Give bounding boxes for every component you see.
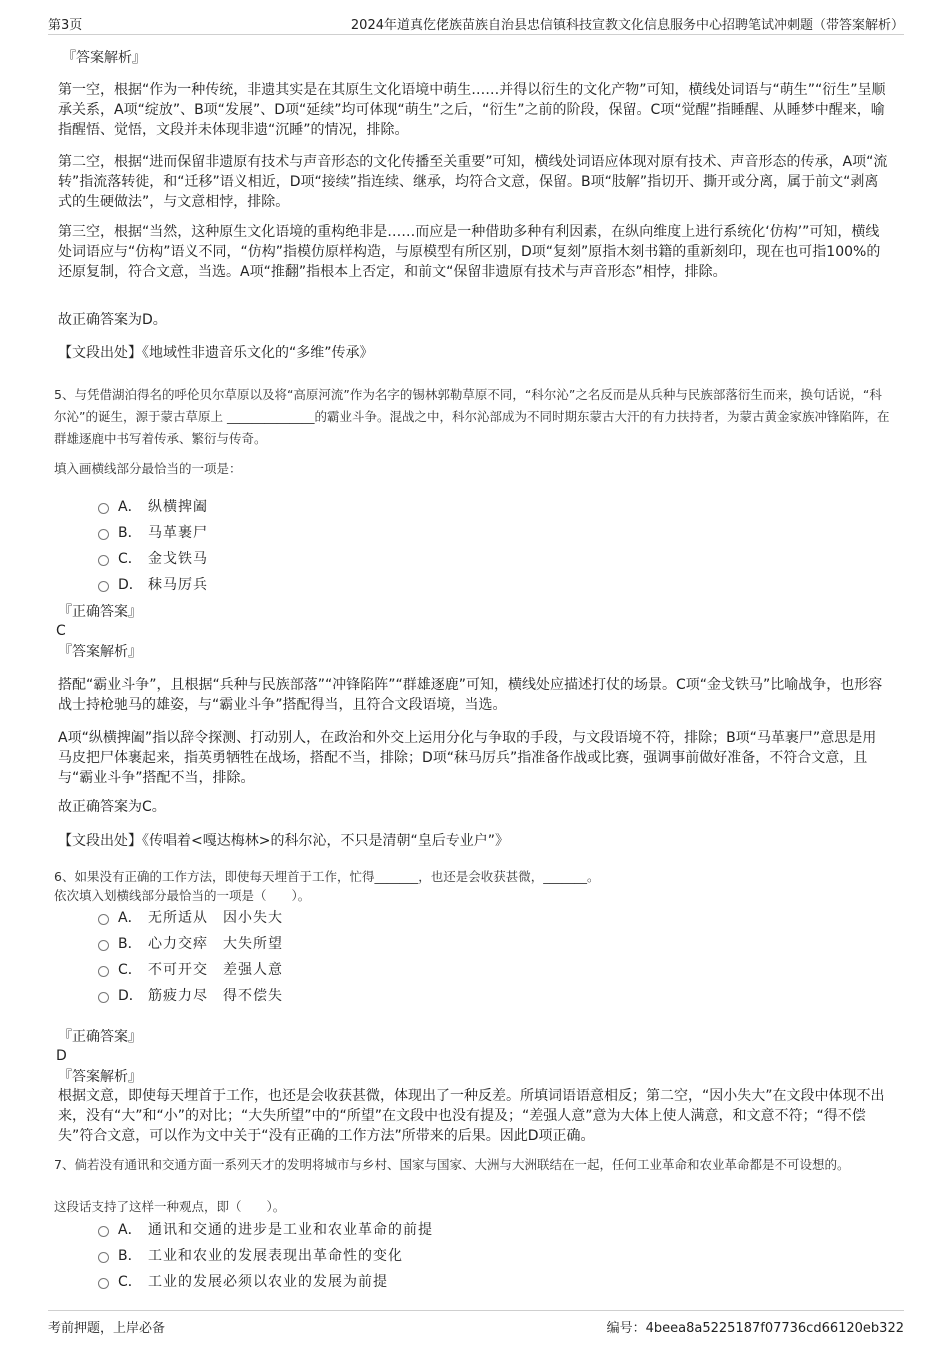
page-header — [48, 10, 904, 35]
q6-option-b[interactable]: B． 心力交瘁 大失所望 — [98, 932, 283, 954]
q4-analysis-p3: 第三空，根据“当然，这种原生文化语境的重构绝非是……而应是一种借助多种有利因素，在纵向维度上进行系统化‘仿构’”可知，横线处词语应与“仿构”语义不同，“仿构”指模仿原样构造，与原模型有所区别，D项“复刻”原指木刻书籍的重新刻印，现在也可指100%的还原复制，符合文意，当选。A项“推翻”指根本上否定，和前文“保留非遗原有技术与声音形态”相悖，排除。 — [58, 224, 881, 280]
q5-option-c[interactable]: C． 金戈铁马 — [98, 547, 208, 569]
radio-icon[interactable] — [98, 529, 109, 540]
q7-option-c[interactable]: C． 工业的发展必须以农业的发展为前提 — [98, 1270, 388, 1292]
footer-serial: 编号：4beea8a5225187f07736cd66120eb322 — [606, 1321, 904, 1336]
footer-slogan: 考前押题，上岸必备 — [48, 1321, 166, 1336]
page-footer — [48, 1310, 904, 1337]
radio-icon[interactable] — [98, 940, 109, 951]
q6-option-a[interactable]: A． 无所适从 因小失大 — [98, 906, 283, 928]
q6-stem: 6、如果没有正确的工作方法，即使每天埋首于工作，忙得_______，也还是会收获甚微，_______。 — [54, 869, 600, 884]
q5-stem: 5、与凭借湖泊得名的呼伦贝尔草原以及将“高原河流”作为名字的锡林郭勒草原不同，“科尔沁”之名反而是从兵种与民族部落衍生而来，换句话说，“科尔沁”的诞生，源于蒙古草原上 ______________的霸业斗争。混战之中，科尔沁部成为不同时期东蒙古大汗的有力扶持者，为蒙古黄金家族冲锋陷阵，在群雄逐鹿中书写着传承、繁衍与传奇。 — [54, 387, 890, 446]
q5-option-b[interactable]: B． 马革裹尸 — [98, 521, 208, 543]
radio-icon[interactable] — [98, 1278, 109, 1289]
q7-prompt: 这段话支持了这样一种观点，即（ ）。 — [54, 1199, 286, 1214]
q7-stem: 7、倘若没有通讯和交通方面一系列天才的发明将城市与乡村、国家与国家、大洲与大洲联结在一起，任何工业革命和农业革命都是不可设想的。 — [54, 1157, 850, 1172]
radio-icon[interactable] — [98, 581, 109, 592]
radio-icon[interactable] — [98, 1252, 109, 1263]
q7-option-a[interactable]: A． 通讯和交通的进步是工业和农业革命的前提 — [98, 1218, 433, 1240]
radio-icon[interactable] — [98, 914, 109, 925]
radio-icon[interactable] — [98, 503, 109, 514]
q4-analysis-p2: 第二空，根据“进而保留非遗原有技术与声音形态的文化传播至关重要”可知，横线处词语应体现对原有技术、声音形态的传承，A项“流转”指流落转徙，和“迁移”语义相近，D项“接续”指连续、继承，均符合文意，保留。B项“肢解”指切开、撕开或分离，属于前文“剥离式的生硬做法”，与文意相悖，排除。 — [58, 154, 888, 210]
q6-correct-title: 『正确答案』 — [58, 1029, 142, 1045]
q4-analysis-p1: 第一空，根据“作为一种传统，非遗其实是在其原生文化语境中萌生……并得以衍生的文化产物”可知，横线处词语与“萌生”“衍生”呈顺承关系，A项“绽放”、B项“发展”、D项“延续”均可体现“萌生”之后，“衍生”之前的阶段，保留。C项“觉醒”指睡醒、从睡梦中醒来，喻指醒悟、觉悟，文段并未体现非遗“沉睡”的情况，排除。 — [58, 82, 886, 138]
radio-icon[interactable] — [98, 966, 109, 977]
q6-option-c[interactable]: C． 不可开交 差强人意 — [98, 958, 283, 980]
q5-source: 【文段出处】《传唱着<嘎达梅林>的科尔沁，不只是清朝“皇后专业户”》 — [58, 833, 509, 849]
q5-option-d[interactable]: D． 秣马厉兵 — [98, 573, 208, 595]
page-number: 第3页 — [48, 18, 83, 33]
radio-icon[interactable] — [98, 1226, 109, 1237]
q5-analysis-p1: 搭配“霸业斗争”，且根据“兵种与民族部落”“冲锋陷阵”“群雄逐鹿”可知，横线处应描述打仗的场景。C项“金戈铁马”比喻战争，也形容战士持枪驰马的雄姿，与“霸业斗争”搭配得当，且符合文段语境，当选。 — [58, 677, 883, 713]
q5-conclusion: 故正确答案为C。 — [58, 799, 166, 815]
q6-option-d[interactable]: D． 筋疲力尽 得不偿失 — [98, 984, 283, 1006]
q5-analysis-p2: A项“纵横捭阖”指以辞令探测、打动别人，在政治和外交上运用分化与争取的手段，与文段语境不符，排除；B项“马革裹尸”意思是用马皮把尸体裹起来，指英勇牺牲在战场，搭配不当，排除；D项“秣马厉兵”指准备作战或比赛，强调事前做好准备，不符合文意，且与“霸业斗争”搭配不当，排除。 — [58, 730, 877, 786]
q5-analysis-title: 『答案解析』 — [58, 644, 142, 660]
q6-correct-answer: D — [56, 1048, 67, 1064]
q5-prompt: 填入画横线部分最恰当的一项是： — [54, 461, 242, 476]
q7-option-b[interactable]: B． 工业和农业的发展表现出革命性的变化 — [98, 1244, 403, 1266]
radio-icon[interactable] — [98, 555, 109, 566]
q5-correct-title: 『正确答案』 — [58, 604, 142, 620]
radio-icon[interactable] — [98, 992, 109, 1003]
q6-analysis-title: 『答案解析』 — [58, 1069, 142, 1085]
q6-analysis: 根据文意，即使每天埋首于工作，也还是会收获甚微，体现出了一种反差。所填词语语意相反；第二空，“因小失大”在文段中体现不出来，没有“大”和“小”的对比；“大失所望”中的“所望”在文段中也没有提及；“差强人意”意为大体上使人满意，和文意不符；“得不偿失”符合文意，可以作为文中关于“没有正确的工作方法”所带来的后果。因此D项正确。 — [58, 1088, 885, 1144]
q4-analysis-title: 『答案解析』 — [62, 50, 146, 66]
q6-prompt: 依次填入划横线部分最恰当的一项是（ ）。 — [54, 888, 311, 903]
q4-source: 【文段出处】《地域性非遗音乐文化的“多维”传承》 — [58, 345, 374, 361]
q4-conclusion: 故正确答案为D。 — [58, 312, 167, 328]
q5-correct-answer: C — [56, 623, 66, 639]
document-title: 2024年道真仡佬族苗族自治县忠信镇科技宣教文化信息服务中心招聘笔试冲刺题（带答案解析） — [350, 18, 904, 33]
q5-option-a[interactable]: A． 纵横捭阖 — [98, 495, 208, 517]
